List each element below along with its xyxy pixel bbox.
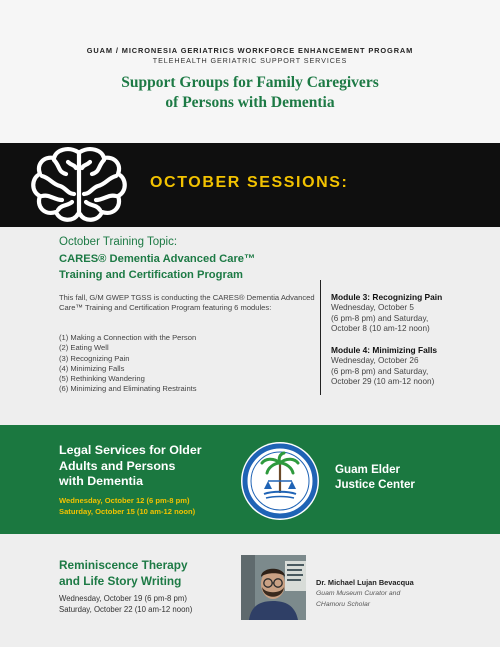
list-item: (6) Minimizing and Eliminating Restraints xyxy=(59,384,197,394)
october-sessions-heading: OCTOBER SESSIONS: xyxy=(150,174,349,191)
program-subtitle: TELEHEALTH GERIATRIC SUPPORT SERVICES xyxy=(152,56,348,65)
legal-date-wednesday: Wednesday, October 12 (6 pm-8 pm) xyxy=(59,496,190,505)
program-name: GUAM / MICRONESIA GERIATRICS WORKFORCE ENHANCEMENT PROGRAM xyxy=(86,46,414,55)
schedule-line: (6 pm-8 pm) and Saturday, xyxy=(331,313,429,323)
header xyxy=(0,0,500,143)
legal-title-line: Adults and Persons xyxy=(59,458,176,473)
list-item: (4) Minimizing Falls xyxy=(59,363,125,373)
speaker-name: Dr. Michael Lujan Bevacqua xyxy=(316,578,414,587)
module-4-heading: Module 4: Minimizing Falls xyxy=(331,345,438,355)
legal-title-line: Legal Services for Older xyxy=(59,443,202,457)
reminiscence-date-saturday: Saturday, October 22 (10 am-12 noon) xyxy=(59,605,193,614)
training-topic-label: October Training Topic: xyxy=(59,236,178,248)
reminiscence-date-wednesday: Wednesday, October 19 (6 pm-8 pm) xyxy=(59,594,187,603)
schedule-line: Wednesday, October 5 xyxy=(331,303,414,312)
schedule-line: (6 pm-8 pm) and Saturday, xyxy=(331,366,429,376)
speaker-role-line: Guam Museum Curator and xyxy=(316,590,401,597)
schedule-line: Wednesday, October 26 xyxy=(331,356,419,365)
module-4-dates xyxy=(331,356,491,388)
program-intro: This fall, G/M GWEP TGSS is conducting the CARES® Dementia Advanced Care™ Training and Certification Program featuring 6 modules: xyxy=(59,293,315,313)
module-3-dates xyxy=(331,303,491,335)
justice-center-seal-icon xyxy=(240,441,320,521)
list-item: (2) Eating Well xyxy=(59,343,109,353)
list-item: (5) Rethinking Wandering xyxy=(59,374,145,384)
title-line: of Persons with Dementia xyxy=(165,94,335,111)
title-line: Support Groups for Family Caregivers xyxy=(121,74,379,91)
legal-title-line: with Dementia xyxy=(59,474,143,488)
legal-services-title xyxy=(59,443,229,490)
list-item: (1) Making a Connection with the Person xyxy=(59,333,197,342)
program-title xyxy=(59,252,309,283)
page-title xyxy=(0,73,500,113)
speaker-photo xyxy=(241,555,306,620)
legal-date-saturday: Saturday, October 15 (10 am-12 noon) xyxy=(59,507,196,516)
brain-icon xyxy=(28,144,130,226)
reminiscence-title-line: and Life Story Writing xyxy=(59,573,182,588)
module-3-heading: Module 3: Recognizing Pain xyxy=(331,292,443,302)
speaker-role xyxy=(316,589,436,610)
partner-name xyxy=(335,462,455,492)
program-title-line: CARES® Dementia Advanced Care™ xyxy=(59,253,256,265)
column-divider xyxy=(320,280,321,395)
reminiscence-title xyxy=(59,558,234,589)
module-list xyxy=(59,333,197,395)
list-item: (3) Recognizing Pain xyxy=(59,353,130,363)
schedule-line: October 29 (10 am-12 noon) xyxy=(331,377,435,387)
program-title-line: Training and Certification Program xyxy=(59,268,243,281)
speaker-role-line: CHamoru Scholar xyxy=(316,600,371,608)
reminiscence-title-line: Reminiscence Therapy xyxy=(59,558,188,572)
partner-name-line: Guam Elder xyxy=(335,463,401,476)
schedule-line: October 8 (10 am-12 noon) xyxy=(331,324,430,334)
partner-name-line: Justice Center xyxy=(335,478,415,491)
